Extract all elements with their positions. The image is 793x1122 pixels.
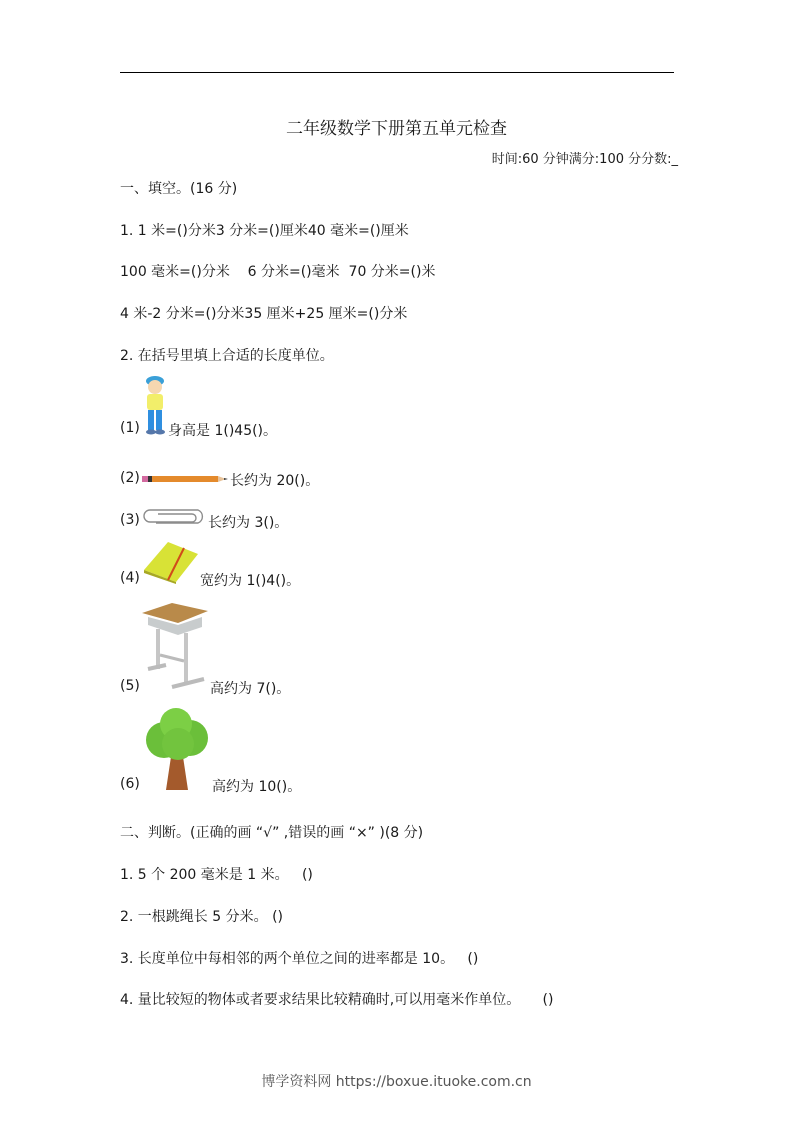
pencil-icon	[142, 474, 230, 484]
footer-watermark: 博学资料网 https://boxue.ituoke.com.cn	[261, 1074, 532, 1090]
desk-icon	[142, 603, 212, 693]
section1-heading: 一、填空。(16 分)	[120, 181, 238, 197]
q1-line-3: 4 米-2 分米=()分米35 厘米+25 厘米=()分米	[120, 306, 408, 322]
header-rule	[120, 72, 674, 73]
q2-item-6-text: 高约为 10()。	[212, 779, 302, 795]
q1-line-2: 100 毫米=()分米 6 分米=()毫米 70 分米=()米	[120, 264, 436, 280]
judge-item-1: 1. 5 个 200 毫米是 1 米。 ()	[120, 867, 313, 883]
q2-item-1-text: 身高是 1()45()。	[168, 423, 278, 439]
q2-item-3-label: (3)	[120, 512, 140, 528]
tree-icon	[142, 706, 212, 792]
q2-item-1-label: (1)	[120, 420, 140, 436]
q2-item-2-text: 长约为 20()。	[230, 473, 320, 489]
section2-heading: 二、判断。(正确的画 “√” ,错误的画 “×” )(8 分)	[120, 825, 424, 841]
q2-item-5-label: (5)	[120, 678, 140, 694]
judge-item-2: 2. 一根跳绳长 5 分米。 ()	[120, 909, 283, 925]
q2-item-6-label: (6)	[120, 776, 140, 792]
q2-heading: 2. 在括号里填上合适的长度单位。	[120, 348, 334, 364]
paperclip-icon	[142, 508, 208, 526]
page-title: 二年级数学下册第五单元检查	[286, 119, 507, 139]
q2-item-4-text: 宽约为 1()4()。	[200, 573, 301, 589]
judge-item-4: 4. 量比较短的物体或者要求结果比较精确时,可以用毫米作单位。 ()	[120, 992, 554, 1008]
q2-item-5-text: 高约为 7()。	[210, 681, 291, 697]
exam-meta: 时间:60 分钟满分:100 分分数:_	[491, 152, 678, 167]
book-icon	[142, 540, 200, 584]
boy-icon	[142, 374, 168, 436]
q2-item-2-label: (2)	[120, 470, 140, 486]
judge-item-3: 3. 长度单位中每相邻的两个单位之间的进率都是 10。 ()	[120, 951, 479, 967]
q2-item-4-label: (4)	[120, 570, 140, 586]
q1-line-1: 1. 1 米=()分米3 分米=()厘米40 毫米=()厘米	[120, 223, 409, 239]
q2-item-3-text: 长约为 3()。	[208, 515, 289, 531]
